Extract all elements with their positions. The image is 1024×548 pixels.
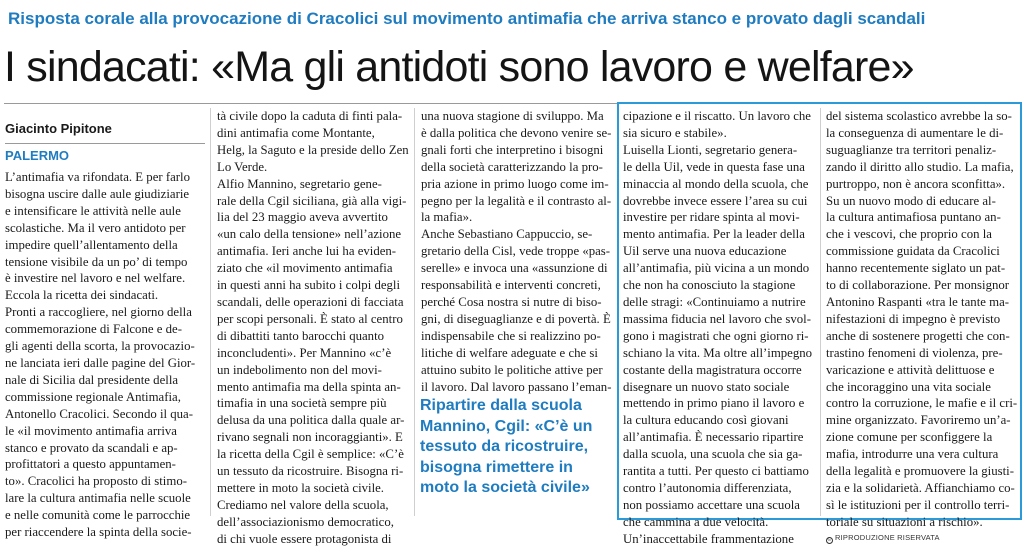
text-line: della società caratterizzando la pro- [421, 159, 603, 174]
text-line: la mafia». [421, 210, 473, 225]
text-line: mettendo in primo piano il lavoro e [623, 396, 805, 411]
text-line: scolastiche. Ma il vero antidoto per [5, 220, 186, 235]
text-line: che incoraggino una vita sociale [826, 379, 991, 394]
text-line: zione comune per sconfiggere la [826, 430, 993, 445]
byline-rule [5, 143, 205, 144]
text-line: litiche di welfare adeguate e che si [421, 345, 598, 360]
text-line: gretario della Cisl, vede troppe «pas- [421, 244, 611, 259]
text-line: all’antimafia. È necessario ripartire [623, 430, 804, 445]
text-line: zia e la solidarietà. Affianchiamo co- [826, 480, 1015, 495]
text-line: anche di sostenere progetti che con- [826, 328, 1010, 343]
author-byline: Giacinto Pipitone [5, 121, 112, 136]
text-line: rivano segnali non incoraggianti». E [217, 430, 403, 445]
column-text [5, 169, 205, 541]
text-line: profittatori a questo appuntamen- [5, 457, 176, 472]
text-line: trastino fenomeni di violenza, pre- [826, 345, 1003, 360]
text-line: inconcludenti». Per Mannino «c’è [217, 345, 392, 360]
text-line: Pronti a raccogliere, nel giorno della [5, 305, 192, 320]
text-line: Lo Verde. [217, 159, 268, 174]
text-line: mettere in moto la società civile. [217, 480, 385, 495]
text-line: e nelle comunità come le parrocchie [5, 508, 191, 523]
text-line: commissione guidata da Cracolici [826, 244, 1000, 259]
text-line: zando il diritto allo studio. La mafia, [826, 159, 1014, 174]
text-line: gono i magistrati che ogni giorno ri- [623, 328, 809, 343]
text-line: tà civile dopo la caduta di finti pala- [217, 109, 403, 123]
text-line: rantita a tutti. Per questo ci battiamo [623, 464, 809, 479]
copyright-text: RIPRODUZIONE RISERVATA [835, 532, 940, 542]
text-line: all’antimafia, più vicina a un mondo [623, 261, 810, 276]
article-column-3 [421, 108, 611, 395]
text-line: lia del 23 maggio aveva avvertito [217, 210, 388, 225]
text-line: il lavoro. Dal lavoro passano l’eman- [421, 379, 612, 394]
text-line: sia sicuro e stabile». [623, 125, 727, 140]
text-line: Crediamo nel valore della scuola, [217, 497, 389, 512]
text-line: un tessuto da ricostruire. Bisogna ri- [217, 464, 404, 479]
text-line: Anche Sebastiano Cappuccio, se- [421, 227, 593, 242]
text-line: scandali, delle operazioni di facciata [217, 294, 404, 309]
text-line: commissione regionale Antimafia, [5, 389, 181, 404]
copyright-notice [826, 531, 1017, 545]
text-line: antimafia. Ieri anche lui ha eviden- [217, 244, 397, 259]
text-line: indispensabile che si realizzino po- [421, 328, 601, 343]
text-line: purtroppo, non è ancora sconfitta». [826, 176, 1006, 191]
text-line: commemorazione di Falcone e de- [5, 322, 182, 337]
text-line: minaccia al mondo della scuola, che [623, 176, 809, 191]
pull-quote: Ripartire dalla scuola Mannino, Cgil: «C’è un tessuto da ricostruire, bisogna rimettere in moto la società civile» [420, 397, 593, 496]
text-line: dalla scuola, una scuola che sia ga- [623, 447, 803, 462]
article-column-5 [826, 108, 1017, 545]
text-line: nifestazioni di impegno è previsto [826, 311, 1001, 326]
text-line: e intensificare le attività nelle aule [5, 203, 181, 218]
text-line: che cammina a due velocità. [623, 514, 769, 529]
text-line: le «il movimento antimafia arriva [5, 423, 177, 438]
column-text [421, 108, 611, 395]
text-line: rale della Cgil siciliana, già alla vigi- [217, 193, 407, 208]
text-line: la ricetta della Cgil è semplice: «C’è [217, 447, 404, 462]
text-line: mine organizzato. Favoriremo un’a- [826, 413, 1011, 428]
text-line: «un calo della tensione» nell’azione [217, 227, 402, 242]
text-line: varicazione e attività delittuose e [826, 362, 995, 377]
text-line: contro la corruzione, le mafie e il cri- [826, 396, 1018, 411]
text-line: di chi vuole essere protagonista di [217, 531, 392, 546]
text-line: toriale su situazioni a rischio». [826, 514, 983, 529]
text-line: la conseguenza di aumentare le di- [826, 125, 1004, 140]
text-line: lare la cultura antimafia nelle scuole [5, 491, 191, 506]
text-line: bisogna uscire dalle aule giudiziarie [5, 186, 190, 201]
text-line: mento antimafia ma della spinta an- [217, 379, 401, 394]
text-line: Helg, la Saguto e la preside dello Zen [217, 142, 409, 157]
text-line: attuino subito le politiche attive per [421, 362, 603, 377]
text-line: cipazione e il riscatto. Un lavoro che [623, 109, 811, 123]
text-line: schiano la vita. Ma oltre all’impegno [623, 345, 813, 360]
text-line: un indebolimento non del movi- [217, 362, 382, 377]
text-line: del sistema scolastico avrebbe la so- [826, 109, 1012, 123]
text-line: perché Cosa nostra si nutre di biso- [421, 294, 602, 309]
text-line: sì le istituzioni per il controllo terri- [826, 497, 1010, 512]
article-headline: I sindacati: «Ma gli antidoti sono lavoro e welfare» [4, 43, 914, 91]
text-line: Eccola la ricetta dei sindacati. [5, 288, 159, 303]
text-line: non possiamo accettare una scuola [623, 497, 800, 512]
text-line: le della Uil, vede in questa fase una [623, 159, 805, 174]
text-line: L’antimafia va rifondata. E per farlo [5, 170, 190, 184]
text-line: tensione visibile da un po’ di tempo [5, 254, 188, 269]
article-column-4 [623, 108, 815, 548]
article-column-1 [5, 113, 205, 541]
text-line: investire per ridare spinta al movi- [623, 210, 800, 225]
column-text [217, 108, 409, 548]
text-line: ne lanciata ieri dalle pagine del Gior- [5, 355, 196, 370]
text-line: serelle» e invoca una «assunzione di [421, 261, 608, 276]
text-line: pegno per la legalità e il contrasto al- [421, 193, 612, 208]
text-line: gni, di diseguaglianze e di povertà. È [421, 311, 611, 326]
text-line: gli agenti della scorta, la provocazio- [5, 339, 195, 354]
text-line: disegnare un nuovo stato sociale [623, 379, 790, 394]
column-text [826, 108, 1017, 531]
text-line: impedire quell’allentamento della [5, 237, 178, 252]
text-line: la cultura educando così giovani [623, 413, 789, 428]
dateline: PALERMO [5, 148, 70, 163]
text-line: Alfio Mannino, segretario gene- [217, 176, 382, 191]
copyright-icon: © [827, 536, 832, 543]
text-line: Su un nuovo modo di educare al- [826, 193, 996, 208]
text-line: pria azione in primo luogo come im- [421, 176, 609, 191]
text-line: stanco e provato da scandali e ap- [5, 440, 178, 455]
text-line: contro l’autonomia differenziata, [623, 480, 792, 495]
text-line: Antonino Raspanti «tra le tante ma- [826, 294, 1010, 309]
column-divider [210, 108, 211, 516]
text-line: nale di Sicilia dal presidente della [5, 372, 179, 387]
text-line: to di collaborazione. Per monsignor [826, 278, 1010, 293]
text-line: è dalla politica che devono venire se- [421, 125, 612, 140]
article-kicker: Risposta corale alla provocazione di Cracolici sul movimento antimafia che arriva stanco e provato dagli scandali [8, 9, 926, 28]
text-line: dini antimafia come Montante, [217, 125, 375, 140]
text-line: della legalità e promuovere la giusti- [826, 464, 1014, 479]
text-line: delusa da una politica dalla quale ar- [217, 413, 405, 428]
text-line: dell’associazionismo democratico, [217, 514, 394, 529]
text-line: una nuova stagione di sviluppo. Ma [421, 109, 604, 123]
column-divider [414, 108, 415, 516]
column-divider [820, 108, 821, 516]
text-line: costante della magistratura occorre [623, 362, 802, 377]
text-line: per scopi personali. È stato al centro [217, 311, 403, 326]
text-line: Uil serve una nuova educazione [623, 244, 787, 259]
text-line: gnali forti che interpretino i bisogni [421, 142, 604, 157]
text-line: per riaccendere la spinta della socie- [5, 525, 192, 540]
text-line: Luisella Lionti, segretario genera- [623, 142, 798, 157]
text-line: Un’inaccettabile frammentazione [623, 531, 794, 546]
text-line: suguaglianze tra territori penaliz- [826, 142, 997, 157]
text-line: Antonello Cracolici. Secondo il qua- [5, 406, 193, 421]
text-line: hanno recentemente siglato un pat- [826, 261, 1006, 276]
text-line: la cultura antimafiosa puntano an- [826, 210, 1001, 225]
text-line: mafia, introdurre una vera cultura [826, 447, 999, 462]
article-column-2 [217, 108, 409, 548]
text-line: delle stragi: «Continuiamo a nutrire [623, 294, 806, 309]
text-line: mento antimafia. Per la leader della [623, 227, 805, 242]
text-line: di dibattiti tanto barocchi quanto [217, 328, 385, 343]
text-line: responsabilità e interventi concreti, [421, 278, 601, 293]
text-line: dovrebbe invece essere l’area su cui [623, 193, 808, 208]
text-line: to». Cracolici ha proposto di stimo- [5, 474, 187, 489]
text-line: ziato che «il movimento antimafia [217, 261, 393, 276]
text-line: che non ha conosciuto la stagione [623, 278, 796, 293]
text-line: è investire nel lavoro e nel welfare. [5, 271, 186, 286]
text-line: in questi anni ha subito i colpi degli [217, 278, 401, 293]
column-text [623, 108, 815, 548]
text-line: che i vescovi, che proprio con la [826, 227, 992, 242]
text-line: timafia in una società sempre più [217, 396, 387, 411]
text-line: massima fiducia nel lavoro che svol- [623, 311, 811, 326]
